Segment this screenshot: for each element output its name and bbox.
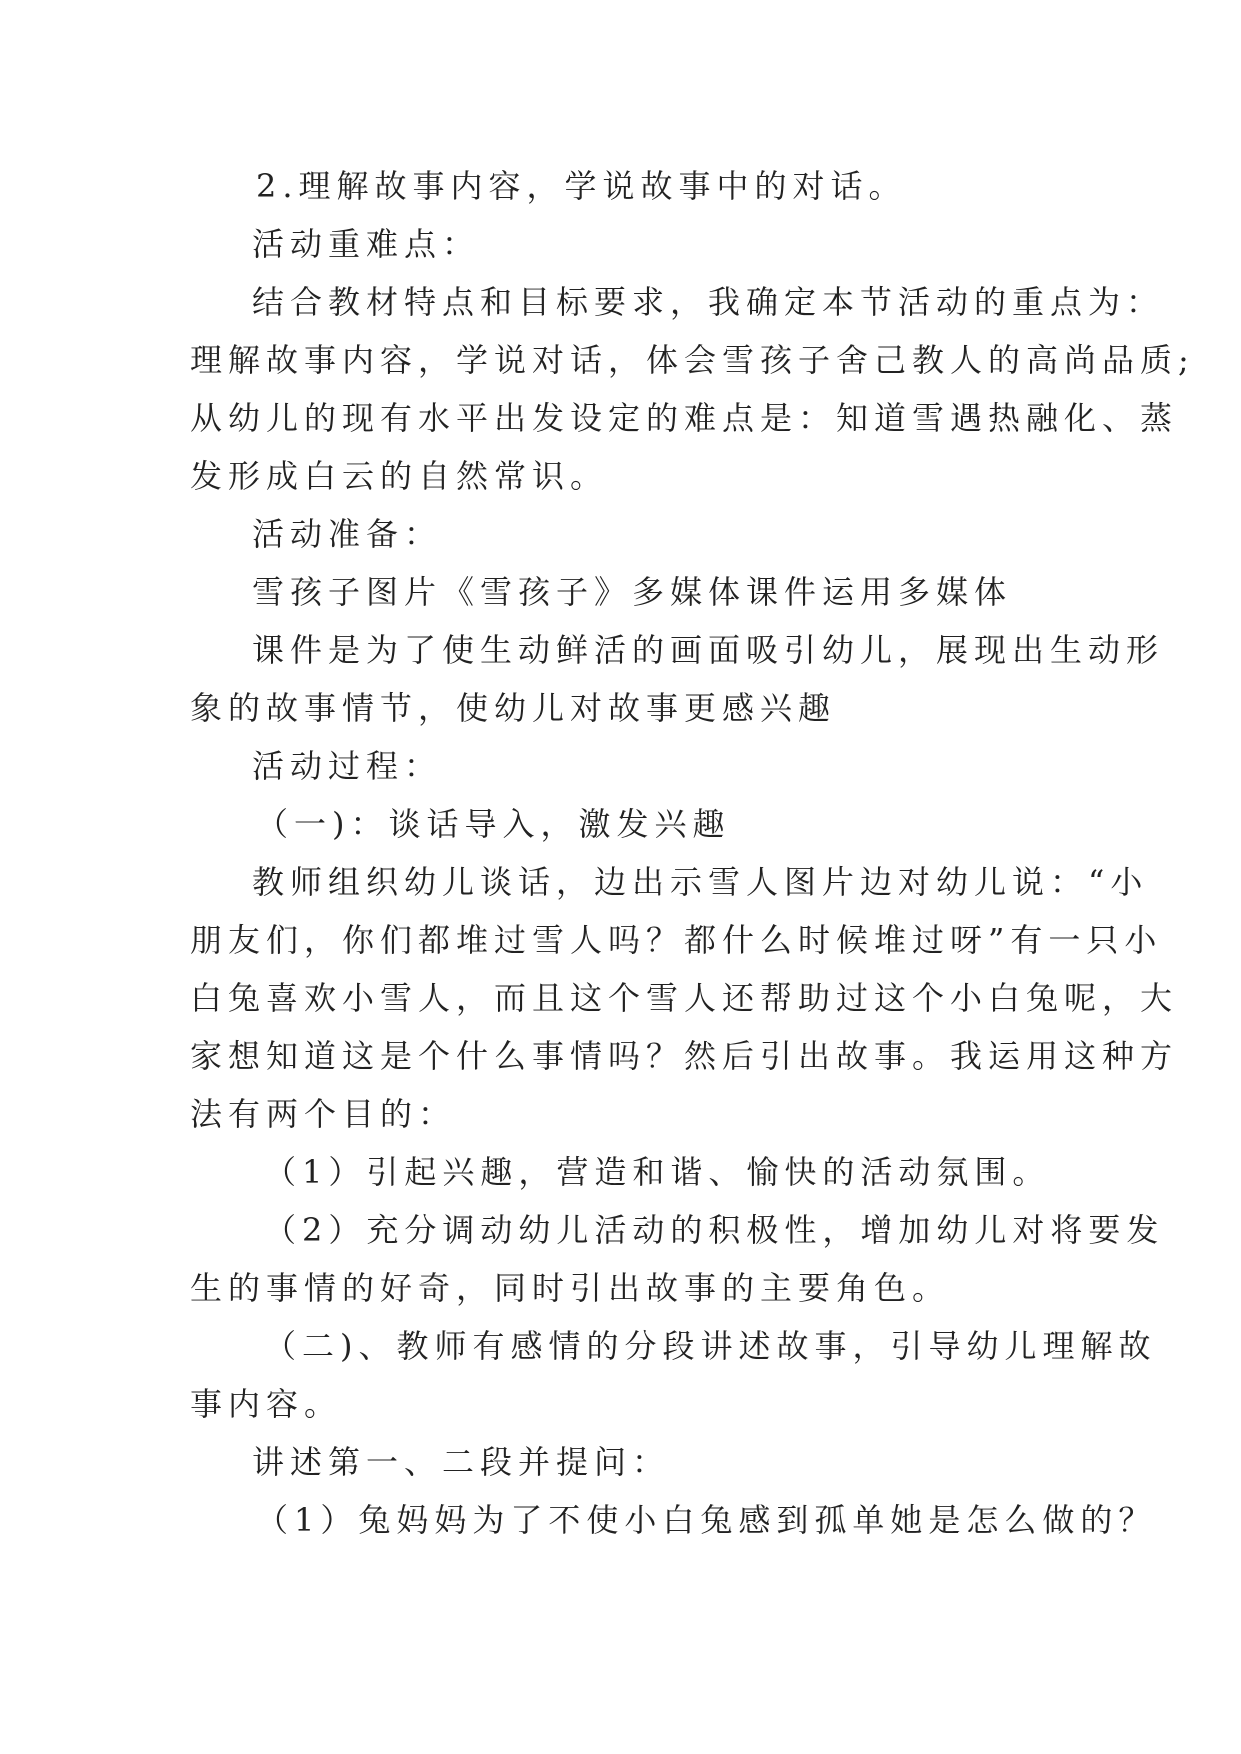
section-heading: 活动准备：	[252, 515, 443, 553]
paragraph-line: 发形成白云的自然常识。	[190, 457, 609, 495]
list-item: （1）引起兴趣，营造和谐、愉快的活动氛围。	[264, 1153, 1051, 1191]
paragraph-line: 2.理解故事内容，学说故事中的对话。	[256, 167, 907, 205]
paragraph-line: 象的故事情节，使幼儿对故事更感兴趣	[190, 689, 837, 727]
paragraph-line: 教师组织幼儿谈话，边出示雪人图片边对幼儿说：“小	[252, 863, 1149, 901]
paragraph-line: 结合教材特点和目标要求，我确定本节活动的重点为：	[252, 283, 1165, 321]
paragraph-line: 白兔喜欢小雪人，而且这个雪人还帮助过这个小白兔呢，大	[190, 979, 1179, 1017]
paragraph-line: 家想知道这是个什么事情吗？然后引出故事。我运用这种方	[190, 1037, 1179, 1075]
paragraph-line: 雪孩子图片《雪孩子》多媒体课件运用多媒体	[252, 573, 1013, 611]
paragraph-line: 生的事情的好奇，同时引出故事的主要角色。	[190, 1269, 951, 1307]
subsection-heading: （一)：谈话导入，激发兴趣	[256, 805, 731, 843]
paragraph-line: 理解故事内容，学说对话，体会雪孩子舍己教人的高尚品质;	[190, 341, 1195, 379]
document-body	[190, 157, 1195, 1549]
paragraph-line: 事内容。	[190, 1385, 343, 1423]
list-item: （2）充分调动幼儿活动的积极性，增加幼儿对将要发	[264, 1211, 1165, 1249]
paragraph-line: 法有两个目的：	[190, 1095, 457, 1133]
section-heading: 活动重难点：	[252, 225, 481, 263]
section-heading: 活动过程：	[252, 747, 443, 785]
subsection-heading: （二)、教师有感情的分段讲述故事，引导幼儿理解故	[264, 1327, 1157, 1365]
list-item: （1）兔妈妈为了不使小白兔感到孤单她是怎么做的？	[256, 1501, 1157, 1539]
paragraph-line: 朋友们，你们都堆过雪人吗？都什么时候堆过呀”有一只小	[190, 921, 1163, 959]
paragraph-line: 从幼儿的现有水平出发设定的难点是：知道雪遇热融化、蒸	[190, 399, 1179, 437]
paragraph-line: 讲述第一、二段并提问：	[252, 1443, 671, 1481]
paragraph-line: 课件是为了使生动鲜活的画面吸引幼儿，展现出生动形	[252, 631, 1165, 669]
